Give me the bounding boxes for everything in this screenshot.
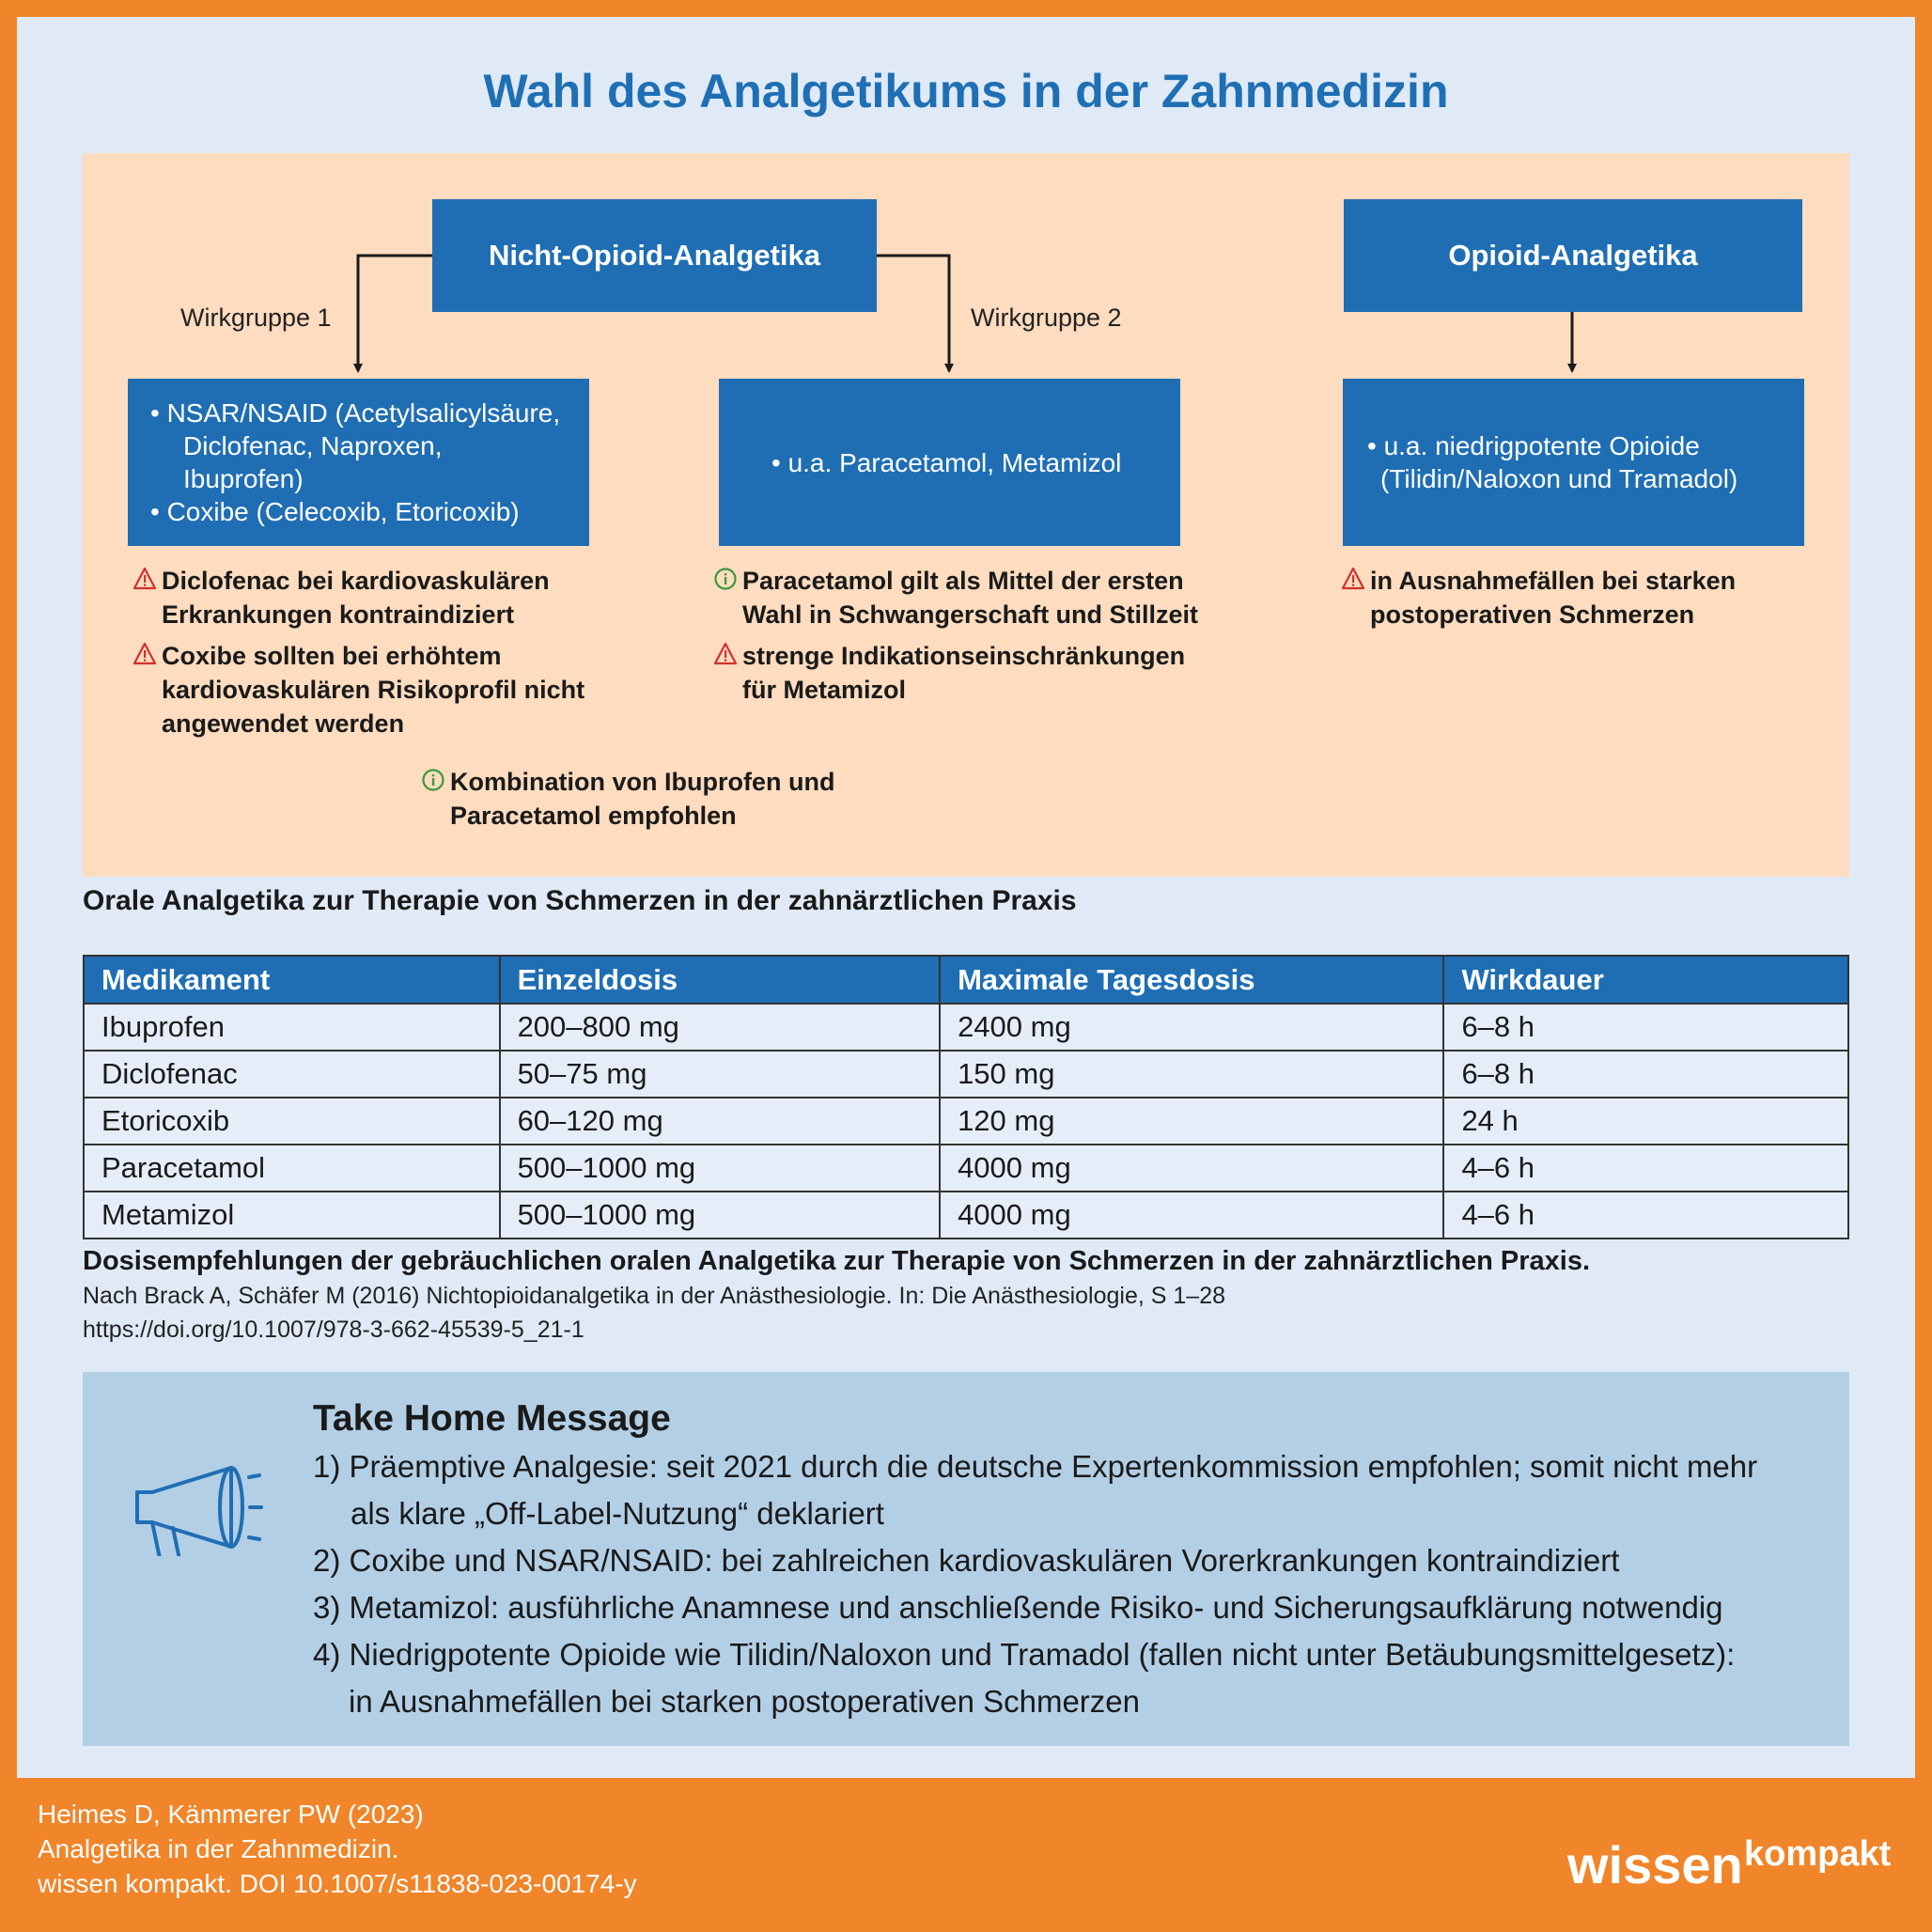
- take-home-line: 4) Niedrigpotente Opioide wie Tilidin/Naloxon und Tramadol (fallen nicht unter Betäubungsmittelgesetz):: [313, 1637, 1736, 1672]
- nsar-box-line: • Coxibe (Celecoxib, Etoricoxib): [150, 497, 520, 526]
- nonopioid-header-box: [432, 199, 877, 312]
- table-row: [84, 1145, 1848, 1192]
- warning-icon: [713, 642, 738, 666]
- warning-icon: [132, 567, 157, 591]
- take-home-item: [313, 1443, 1757, 1537]
- table-cell: 6–8 h: [1443, 1051, 1848, 1098]
- table-cell: Etoricoxib: [84, 1098, 500, 1145]
- table-cell: Metamizol: [84, 1192, 500, 1239]
- table-cell: 120 mg: [940, 1098, 1443, 1145]
- table-row: [84, 1004, 1848, 1051]
- note-line: in Ausnahmefällen bei starken: [1370, 567, 1737, 595]
- table-cell: 60–120 mg: [500, 1098, 941, 1145]
- opioid-box-line: (Tilidin/Naloxon und Tramadol): [1380, 464, 1738, 493]
- note-line: Coxibe sollten bei erhöhtem: [162, 642, 502, 670]
- col-header: Wirkdauer: [1443, 956, 1848, 1004]
- opioid-header: Opioid-Analgetika: [1448, 239, 1698, 272]
- table-cell: 500–1000 mg: [500, 1192, 941, 1239]
- note-paracetamol: [742, 564, 1198, 631]
- opioid-box: [1343, 379, 1804, 546]
- take-home-box: [83, 1372, 1849, 1746]
- brand-logo-sup: kompakt: [1744, 1834, 1892, 1874]
- take-home-item: [313, 1537, 1619, 1584]
- note-line: angewendet werden: [162, 709, 405, 738]
- note-combination: [450, 765, 834, 833]
- info-icon: [421, 768, 445, 792]
- paracetamol-box-line: • u.a. Paracetamol, Metamizol: [771, 447, 1122, 477]
- col-header: Einzeldosis: [500, 956, 941, 1004]
- info-icon: [713, 567, 738, 591]
- table-cell: 24 h: [1443, 1098, 1848, 1145]
- note-line: strenge Indikationseinschränkungen: [742, 642, 1186, 670]
- note-line: Diclofenac bei kardiovaskulären: [162, 567, 550, 595]
- paracetamol-box: [719, 379, 1180, 546]
- note-metamizol: [742, 639, 1185, 707]
- take-home-line: als klare „Off-Label-Nutzung“ deklariert: [351, 1496, 884, 1531]
- take-home-line: in Ausnahmefällen bei starken postoperativen Schmerzen: [349, 1684, 1140, 1719]
- nsar-box: [128, 379, 589, 546]
- col-header: Medikament: [84, 956, 500, 1004]
- table-cell: 50–75 mg: [500, 1051, 941, 1098]
- footer-line: wissen kompakt. DOI 10.1007/s11838-023-00174-y: [38, 1869, 637, 1898]
- take-home-item: [313, 1631, 1735, 1725]
- source-citation: Nach Brack A, Schäfer M (2016) Nichtopioidanalgetika in der Anästhesiologie. In: Die Anästhesiologie, S 1–28: [83, 1283, 1226, 1309]
- take-home-line: 3) Metamizol: ausführliche Anamnese und anschließende Risiko- und Sicherungsaufklärung notwendig: [313, 1590, 1723, 1625]
- note-coxibe: [162, 639, 584, 740]
- table-header-row: [84, 956, 1848, 1004]
- note-line: postoperativen Schmerzen: [1370, 600, 1695, 629]
- connector-wirkgruppe1: [358, 256, 432, 371]
- table-cell: Diclofenac: [84, 1051, 500, 1098]
- take-home-line: 2) Coxibe und NSAR/NSAID: bei zahlreichen kardiovaskulären Vorerkrankungen kontraindiziert: [313, 1543, 1620, 1578]
- note-line: Wahl in Schwangerschaft und Stillzeit: [742, 600, 1199, 629]
- note-line: Erkrankungen kontraindiziert: [162, 600, 515, 629]
- table-cell: Paracetamol: [84, 1145, 500, 1192]
- note-line: Paracetamol gilt als Mittel der ersten: [742, 567, 1184, 595]
- megaphone-icon: [124, 1425, 263, 1556]
- note-opioid: [1370, 564, 1736, 631]
- table-row: [84, 1098, 1848, 1145]
- col-header: Maximale Tagesdosis: [940, 956, 1443, 1004]
- footer-line: Analgetika in der Zahnmedizin.: [38, 1834, 399, 1863]
- table-row: [84, 1192, 1848, 1239]
- dosage-table: [83, 955, 1849, 1239]
- note-line: Kombination von Ibuprofen und: [450, 768, 835, 796]
- wirkgruppe1-label: Wirkgruppe 1: [180, 304, 332, 332]
- nonopioid-header: Nicht-Opioid-Analgetika: [488, 239, 821, 272]
- table-cell: 200–800 mg: [500, 1004, 941, 1051]
- table-cell: 150 mg: [940, 1051, 1443, 1098]
- table-cell: 4000 mg: [940, 1145, 1443, 1192]
- wirkgruppe2-label: Wirkgruppe 2: [971, 304, 1122, 332]
- table-cell: 500–1000 mg: [500, 1145, 941, 1192]
- source-doi: https://doi.org/10.1007/978-3-662-45539-5_21-1: [83, 1317, 584, 1343]
- footer-line: Heimes D, Kämmerer PW (2023): [38, 1800, 424, 1829]
- take-home-line: 1) Präemptive Analgesie: seit 2021 durch die deutsche Expertenkommission empfohlen; somit nicht mehr: [313, 1449, 1758, 1484]
- note-diclofenac: [162, 564, 550, 631]
- table-cell: 4000 mg: [940, 1192, 1443, 1239]
- table-row: [84, 1051, 1848, 1098]
- opioid-box-line: • u.a. niedrigpotente Opioide: [1367, 431, 1700, 460]
- table-cell: 2400 mg: [940, 1004, 1443, 1051]
- table-cell: 6–8 h: [1443, 1004, 1848, 1051]
- opioid-header-box: [1344, 199, 1802, 312]
- warning-icon: [132, 642, 157, 666]
- table-cell: 4–6 h: [1443, 1145, 1848, 1192]
- footer-citation: [38, 1797, 637, 1901]
- nsar-box-line: Diclofenac, Naproxen, Ibuprofen): [183, 431, 443, 493]
- table-cell: 4–6 h: [1443, 1192, 1848, 1239]
- page-title: Wahl des Analgetikums in der Zahnmedizin: [483, 65, 1449, 117]
- take-home-title: Take Home Message: [313, 1398, 671, 1439]
- note-line: Paracetamol empfohlen: [450, 802, 737, 830]
- table-caption: Dosisempfehlungen der gebräuchlichen oralen Analgetika zur Therapie von Schmerzen in der zahnärztlichen Praxis.: [83, 1246, 1591, 1276]
- note-line: für Metamizol: [742, 676, 907, 704]
- connector-wirkgruppe2: [876, 256, 949, 371]
- table-heading: Orale Analgetika zur Therapie von Schmerzen in der zahnärztlichen Praxis: [83, 885, 1077, 916]
- take-home-item: [313, 1584, 1723, 1631]
- brand-logo-main: wissen: [1567, 1835, 1743, 1894]
- note-line: kardiovaskulären Risikoprofil nicht: [162, 676, 585, 704]
- table-cell: Ibuprofen: [84, 1004, 500, 1051]
- nsar-box-line: • NSAR/NSAID (Acetylsalicylsäure,: [150, 398, 561, 428]
- warning-icon: [1341, 567, 1365, 591]
